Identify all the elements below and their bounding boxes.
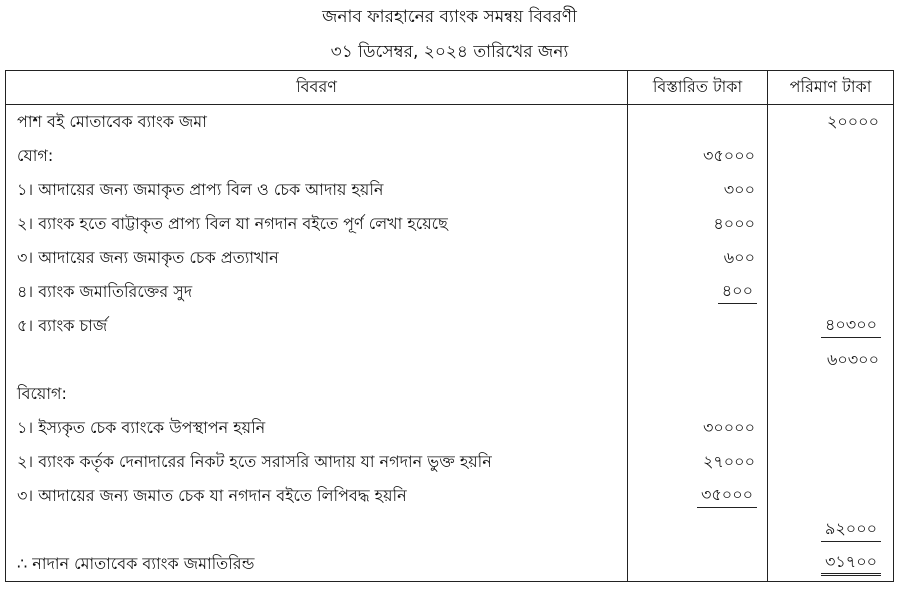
details-value: ৩০০০০	[702, 418, 755, 437]
header-details: বিস্তারিত টাকা	[628, 71, 768, 105]
bank-reconciliation-table	[5, 70, 894, 582]
row-details	[628, 275, 768, 309]
row-amount	[768, 275, 894, 309]
row-description: ৪। ব্যাংক জমাতিরিক্তের সুদ	[6, 275, 628, 309]
table-row	[6, 513, 894, 547]
row-description: ∴ নাদান মোতাবেক ব্যাংক জমাতিরিন্ড	[6, 547, 628, 582]
amount-value: ৬০৩০০	[826, 350, 879, 369]
row-details	[628, 173, 768, 207]
table-row	[6, 377, 894, 411]
row-amount	[768, 479, 894, 513]
row-description	[6, 343, 628, 377]
table-row	[6, 173, 894, 207]
header-amount: পরিমাণ টাকা	[768, 71, 894, 105]
table-row	[6, 139, 894, 173]
row-details	[628, 411, 768, 445]
table-row	[6, 547, 894, 582]
row-description: ১। আদায়ের জন্য জমাকৃত প্রাপ্য বিল ও চেক আদায় হয়নি	[6, 173, 628, 207]
row-description: ২। ব্যাংক কর্তৃক দেনাদারের নিকট হতে সরাসরি আদায় যা নগদান ভুক্ত হয়নি	[6, 445, 628, 479]
row-description: ২। ব্যাংক হতে বাট্টাকৃত প্রাপ্য বিল যা নগদান বইতে পূর্ণ লেখা হয়েছে	[6, 207, 628, 241]
row-description: ৩। আদায়ের জন্য জমাকৃত চেক প্রত্যাখান	[6, 241, 628, 275]
row-details	[628, 479, 768, 513]
row-description: বিয়োগ:	[6, 377, 628, 411]
row-details	[628, 547, 768, 582]
row-description: ৩। আদায়ের জন্য জমাত চেক যা নগদান বইতে লিপিবদ্ধ হয়নি	[6, 479, 628, 513]
header-description: বিবরণ	[6, 71, 628, 105]
amount-value: ২০০০০	[826, 112, 879, 131]
row-details	[628, 241, 768, 275]
table-row	[6, 275, 894, 309]
row-description: পাশ বই মোতাবেক ব্যাংক জমা	[6, 105, 628, 140]
row-details	[628, 343, 768, 377]
row-description	[6, 513, 628, 547]
row-amount	[768, 207, 894, 241]
final-total-double-underlined: ৩১৭০০	[821, 552, 881, 576]
row-amount	[768, 241, 894, 275]
row-details	[628, 207, 768, 241]
details-value: ৬০০	[723, 248, 755, 267]
row-amount	[768, 445, 894, 479]
row-details	[628, 309, 768, 343]
details-subtotal-underlined: ৩৫০০০	[697, 485, 757, 508]
details-value: ২৭০০০	[702, 452, 755, 471]
row-amount	[768, 173, 894, 207]
statement-title: জনাব ফারহানের ব্যাংক সমন্বয় বিবরণী	[322, 7, 577, 27]
row-amount	[768, 377, 894, 411]
table-row	[6, 309, 894, 343]
table-row	[6, 479, 894, 513]
row-amount	[768, 513, 894, 547]
row-amount	[768, 411, 894, 445]
row-amount	[768, 343, 894, 377]
row-details	[628, 105, 768, 140]
table-row	[6, 445, 894, 479]
table-header-row	[6, 71, 894, 105]
details-value: ৪০০০	[713, 214, 755, 233]
row-amount	[768, 309, 894, 343]
row-details	[628, 445, 768, 479]
amount-subtotal-underlined: ৯২০০০	[821, 519, 881, 542]
row-description: যোগ:	[6, 139, 628, 173]
row-details	[628, 377, 768, 411]
table-row	[6, 343, 894, 377]
table-row	[6, 241, 894, 275]
row-amount	[768, 139, 894, 173]
details-value: ৩৫০০০	[703, 146, 755, 165]
table-row	[6, 207, 894, 241]
row-amount	[768, 105, 894, 140]
table-row	[6, 105, 894, 140]
row-details	[628, 513, 768, 547]
table-row	[6, 411, 894, 445]
details-subtotal-underlined: ৪০০	[718, 281, 757, 304]
statement-date-line: ৩১ ডিসেম্বর, ২০২৪ তারিখের জন্য	[330, 42, 569, 62]
row-description: ৫। ব্যাংক চার্জ	[6, 309, 628, 343]
amount-subtotal-underlined: ৪০৩০০	[821, 315, 881, 338]
details-value: ৩০০	[723, 180, 755, 199]
row-amount	[768, 547, 894, 582]
row-details	[628, 139, 768, 173]
row-description: ১। ইস্যকৃত চেক ব্যাংকে উপস্থাপন হয়নি	[6, 411, 628, 445]
